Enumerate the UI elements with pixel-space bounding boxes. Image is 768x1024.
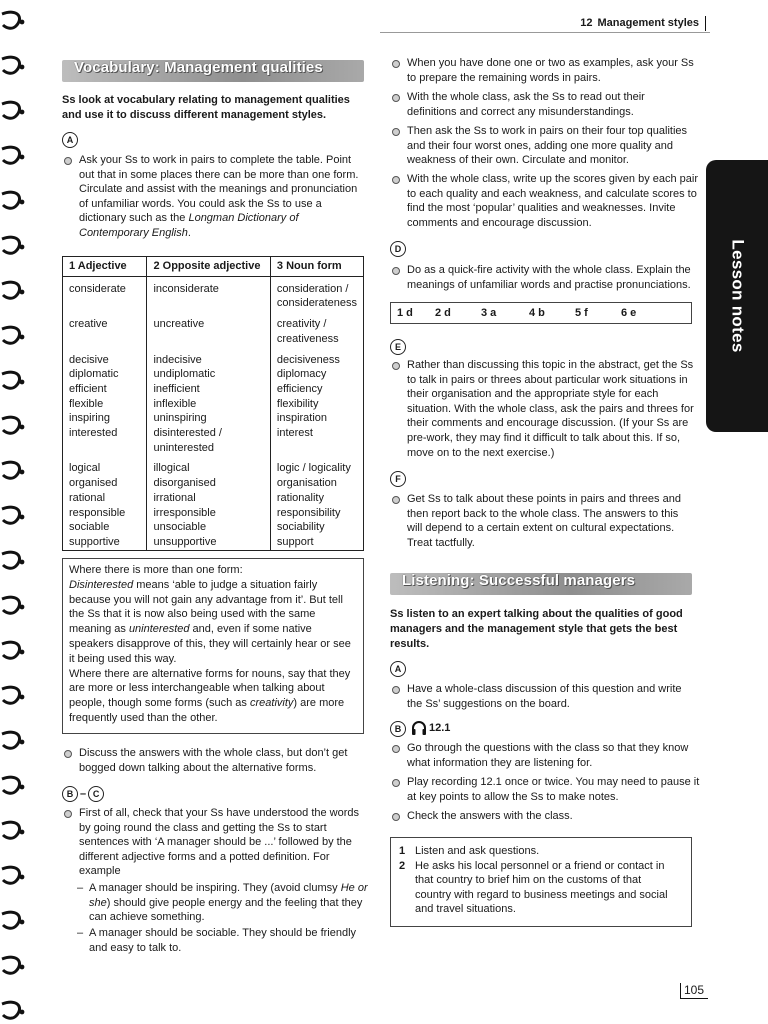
answer-item: 1 d [397,307,413,319]
spiral-ring [2,372,20,388]
table-cell: logic / logicality [270,455,363,476]
table-row [63,276,364,296]
table-row [63,520,364,535]
spiral-hole [20,740,25,745]
table-cell [63,296,147,311]
table-cell: creativity / [270,311,363,332]
spiral-ring [2,597,20,613]
table-row [63,441,364,456]
column-header: 3 Noun form [270,257,363,277]
text-span: ) are more [293,697,345,710]
table-row [63,382,364,397]
bullet-go-through-questions [390,741,712,770]
text-line: country with regard to business meetings and social [415,888,668,901]
lesson-notes-label: Lesson notes [728,239,748,353]
table-cell: irrational [147,491,270,506]
emphasis-word: she [89,896,107,909]
column-header: 2 Opposite adjective [147,257,270,277]
spiral-hole [20,515,25,520]
text-line: and travel situations. [415,903,516,916]
table-row [63,296,364,311]
table-cell: interest [270,426,363,441]
text-line: and their four worst ones, adding one more quality and [407,139,673,152]
spiral-ring [2,1002,20,1018]
text-line: frequently used than the other. [69,711,218,724]
text-span: . [187,226,191,239]
step-bc-marker [62,786,104,802]
spiral-hole [20,830,25,835]
text-line: Have a whole-class discussion of this question and write [407,683,682,695]
spiral-ring [2,957,20,973]
spiral-ring [2,12,20,28]
text-span: Listen and ask questions. [415,845,540,857]
emphasis-word: He or [340,882,368,894]
spiral-ring [2,507,20,523]
table-cell: sociability [270,520,363,535]
bullet-check-understanding [62,806,381,879]
text-line: sentences with ‘A manager should be ...’ followed by the [79,836,352,849]
spiral-hole [20,290,25,295]
answer-item: 3 a [481,307,497,319]
text-line [89,896,377,911]
table-cell [147,332,270,347]
lesson-notes-tab [706,160,768,432]
text-line: can achieve something. [89,911,205,924]
step-c-marker: C [88,786,104,802]
running-header [580,16,706,31]
text-line: weakness of their own. Circulate and monitor. [407,154,629,167]
text-line: it being used this way. [69,652,177,665]
answer-item: 6 e [621,307,637,319]
text-line: example [79,865,121,878]
spiral-ring [2,642,20,658]
table-cell: responsible [63,506,147,521]
table-cell: disinterested / [147,426,270,441]
text-line [69,578,357,593]
listening-lead: Ss listen to an expert talking about the qualities of good managers and the management style that gets the best results. [390,608,683,650]
text-line: by going round the class and getting the Ss to start [79,821,327,834]
text-span: and, even if some native [189,623,312,636]
column-header: 1 Adjective [63,257,147,277]
step-b-marker: B [62,786,78,802]
listening-banner [390,573,692,595]
spiral-ring [2,327,20,343]
bullet-read-definitions [390,90,712,119]
text-line [89,881,377,896]
table-cell: inspiration [270,411,363,426]
table-cell: irresponsible [147,506,270,521]
bullet-play-recording [390,775,712,804]
spiral-hole [20,560,25,565]
text-span: means ‘able to judge a situation fairly [133,578,318,591]
page-number-rule [680,998,708,999]
spiral-hole [20,605,25,610]
item-number: 2 [399,859,406,872]
text-line: Circulate and assist with the meanings and pronunciation [79,183,358,196]
table-cell: rationality [270,491,363,506]
note-box [62,558,364,734]
spiral-hole [20,965,25,970]
bullet-cultural-expectations [390,492,712,550]
table-row [63,397,364,412]
table-cell: uninspiring [147,411,270,426]
answer-list [399,844,683,917]
text-line: First of all, check that your Ss have understood the words [79,807,360,819]
spiral-ring [2,552,20,568]
emphasis-word: Disinterested [69,578,134,591]
text-line: Where there is more than one form: [69,564,243,576]
table-cell: support [270,535,363,550]
spiral-binding [0,0,28,1024]
table-row [63,426,364,441]
text-line: then report back to the whole class. The answers to this [407,507,679,520]
text-line: Check the answers with the class. [407,810,573,822]
text-line: speakers disapprove of this, they will certainly hear or see [69,637,351,650]
text-line: to each quality and each weakness, and calculate scores to [407,187,697,200]
text-line: at key points to allow the Ss to make notes. [407,790,619,803]
text-line: find the most ‘popular’ qualities and weaknesses. Invite [407,202,676,215]
text-span: dictionary such as the [79,212,189,225]
spiral-hole [20,335,25,340]
answer-item: 5 f [575,307,588,319]
text-line: different adjective forms and a potted definition. For [79,850,330,863]
table-cell: diplomacy [270,367,363,382]
text-line: that country to brief him on the customs of that [415,874,642,887]
text-line: definitions and correct any misunderstandings. [407,105,634,118]
table-cell [63,441,147,456]
table-cell: rational [63,491,147,506]
spiral-ring [2,237,20,253]
answer-item [399,844,683,859]
table-row [63,347,364,368]
text-line: the Ss that it is now also being used with the same [69,608,316,621]
table-cell: sociable [63,520,147,535]
text-line: Where there are alternative forms for nouns, say that they [69,667,351,680]
spiral-hole [20,470,25,475]
spiral-ring [2,282,20,298]
text-line: of unfamiliar words. You could ask the Ss to use a [79,197,322,210]
example-sociable [77,926,377,955]
table-cell: efficient [63,382,147,397]
bullet-write-scores [390,172,712,230]
spiral-hole [20,650,25,655]
spiral-ring [2,777,20,793]
table-cell: uncreative [147,311,270,332]
table-cell: consideration / [270,276,363,296]
step-d-marker: D [390,241,406,257]
text-line [79,226,381,241]
text-line: When you have done one or two as examples, ask your Ss [407,57,694,69]
table-cell: logical [63,455,147,476]
spiral-hole [20,155,25,160]
text-line: With the whole class, write up the scores given by each pair [407,173,699,185]
table-row [63,506,364,521]
table-cell: illogical [147,455,270,476]
step-a2-marker: A [390,661,406,677]
table-cell: organisation [270,476,363,491]
spiral-ring [2,417,20,433]
emphasis-word: creativity [249,697,294,710]
spiral-hole [20,200,25,205]
spiral-ring [2,822,20,838]
table-cell: supportive [63,535,147,550]
table-cell: unsupportive [147,535,270,550]
table-cell: unsociable [147,520,270,535]
spiral-hole [20,1010,25,1015]
headphones-icon [410,719,428,737]
spiral-ring [2,912,20,928]
text-line [69,696,357,711]
table-row [63,411,364,426]
table-cell: creativeness [270,332,363,347]
table-row [63,491,364,506]
spiral-ring [2,57,20,73]
table-cell: decisiveness [270,347,363,368]
chapter-title: Management styles [597,17,699,29]
track-number: 12.1 [429,722,451,734]
bullet-complete-table [62,153,381,241]
text-line: Treat tactfully. [407,536,475,549]
text-line: bogged down talking about the alternative forms. [79,761,317,774]
bullet-quick-fire [390,263,712,292]
spiral-ring [2,147,20,163]
text-line: Then ask the Ss to work in pairs on their four top qualities [407,125,688,137]
vocabulary-lead: Ss look at vocabulary relating to management qualities and use it to discuss different management styles. [62,94,350,121]
table-cell: organised [63,476,147,491]
answer-item: 4 b [529,307,545,319]
text-line: what information they are listening for. [407,756,593,769]
bullet-check-answers [390,809,712,824]
table-cell: undiplomatic [147,367,270,382]
step-b2-marker: B [390,721,406,737]
text-line: comments and encourage discussion. [407,216,592,229]
answer-box [390,837,692,927]
spiral-hole [20,695,25,700]
example-inspiring [77,881,377,925]
text-line: their organisation and the appropriate style for each [407,388,659,401]
step-f-marker: F [390,471,406,487]
table-cell: efficiency [270,382,363,397]
range-dash: – [80,787,87,800]
page-number: 105 [680,983,704,998]
text-line: out that in some places there can be more than one form. [79,168,359,181]
table-row [63,476,364,491]
text-line: to talk in pairs or threes about particular work situations in [407,373,688,386]
answer-key-d [390,302,692,324]
table-cell: diplomatic [63,367,147,382]
table-cell: inflexible [147,397,270,412]
text-line: – A manager should be sociable. They should be friendly [89,927,357,939]
emphasis-word: uninterested [128,623,190,636]
table-cell: interested [63,426,147,441]
answer-item: 2 d [435,307,451,319]
header-rule [380,32,710,33]
text-line: the Ss’ suggestions on the board. [407,697,570,710]
table-cell: inspiring [63,411,147,426]
table-cell: uninterested [147,441,270,456]
table-cell: flexible [63,397,147,412]
text-line: meanings of unfamiliar words and practise pronunciations. [407,278,691,291]
table-cell: decisive [63,347,147,368]
bullet-discuss-answers [62,746,381,775]
item-number: 1 [399,845,406,857]
spiral-ring [2,462,20,478]
spiral-ring [2,732,20,748]
text-span: meaning as [69,623,129,636]
text-line: Do as a quick-fire activity with the whole class. Explain the [407,264,691,276]
bullet-prepare-words [390,56,712,85]
vocabulary-banner-title: Vocabulary: Management qualities [74,59,323,76]
text-line: will depend to a certain extent on cultural expectations. [407,522,675,535]
spiral-hole [20,245,25,250]
table-cell: indecisive [147,347,270,368]
text-line: their comments and encourage discussion. (If your Ss are [407,417,689,430]
bullet-work-situations [390,358,712,460]
text-span: A manager should be inspiring. They (avoid clumsy [89,882,341,894]
text-line: With the whole class, ask the Ss to read out their [407,91,645,103]
spiral-hole [20,380,25,385]
spiral-hole [20,110,25,115]
text-line: pre-work, they may find it difficult to talk about this. If so, [407,431,681,444]
bullet-top-qualities [390,124,712,168]
dictionary-title: Contemporary English [79,226,188,239]
table-row [63,367,364,382]
spiral-ring [2,192,20,208]
listening-banner-title: Listening: Successful managers [402,572,636,589]
chapter-number: 12 [580,17,593,29]
bullet-whole-class-discussion [390,682,712,711]
text-line: He asks his local personnel or a friend or contact in [415,859,665,872]
spiral-ring [2,867,20,883]
text-line [69,622,357,637]
spiral-hole [20,875,25,880]
spiral-hole [20,65,25,70]
text-line: move on to the next exercise.) [407,446,555,459]
step-e-marker: E [390,339,406,355]
vocabulary-table [62,256,364,551]
spiral-ring [2,102,20,118]
text-line: Ask your Ss to work in pairs to complete the table. Point [79,154,352,166]
text-line: Rather than discussing this topic in the abstract, get the Ss [407,359,694,371]
step-a-marker: A [62,132,78,148]
table-row [63,535,364,550]
table-row [63,455,364,476]
table-cell: considerateness [270,296,363,311]
text-line [79,211,381,226]
text-line: are more or less interchangeable when talking about [69,682,325,695]
spiral-hole [20,20,25,25]
table-header-row [63,257,364,277]
text-line: and easy to talk to. [89,941,182,954]
text-span: people, though some forms (such as [69,697,250,710]
table-cell [63,332,147,347]
text-line: because you will not gain any advantage from it’. But tell [69,593,343,606]
spiral-ring [2,687,20,703]
spiral-hole [20,920,25,925]
text-line: to prepare the remaining words in pairs. [407,71,601,84]
table-cell: inefficient [147,382,270,397]
dictionary-title: Longman Dictionary of [188,212,299,225]
table-cell: creative [63,311,147,332]
table-cell: flexibility [270,397,363,412]
text-line: Play recording 12.1 once or twice. You may need to pause it [407,776,700,788]
table-cell: inconsiderate [147,276,270,296]
text-line: situation. With the whole class, ask the pairs and threes for [407,402,694,415]
table-cell: disorganised [147,476,270,491]
text-line: Go through the questions with the class so that they know [407,742,689,754]
table-cell [147,296,270,311]
table-row [63,332,364,347]
answer-item [399,859,683,917]
text-span: ) should give people energy and the feeling that they [106,896,363,909]
text-line: Discuss the answers with the whole class, but don’t get [79,747,348,759]
table-cell [270,441,363,456]
spiral-hole [20,785,25,790]
table-row [63,311,364,332]
table-cell: considerate [63,276,147,296]
table-cell: responsibility [270,506,363,521]
text-line: Get Ss to talk about these points in pairs and threes and [407,493,681,505]
vocabulary-banner [62,60,364,82]
spiral-hole [20,425,25,430]
